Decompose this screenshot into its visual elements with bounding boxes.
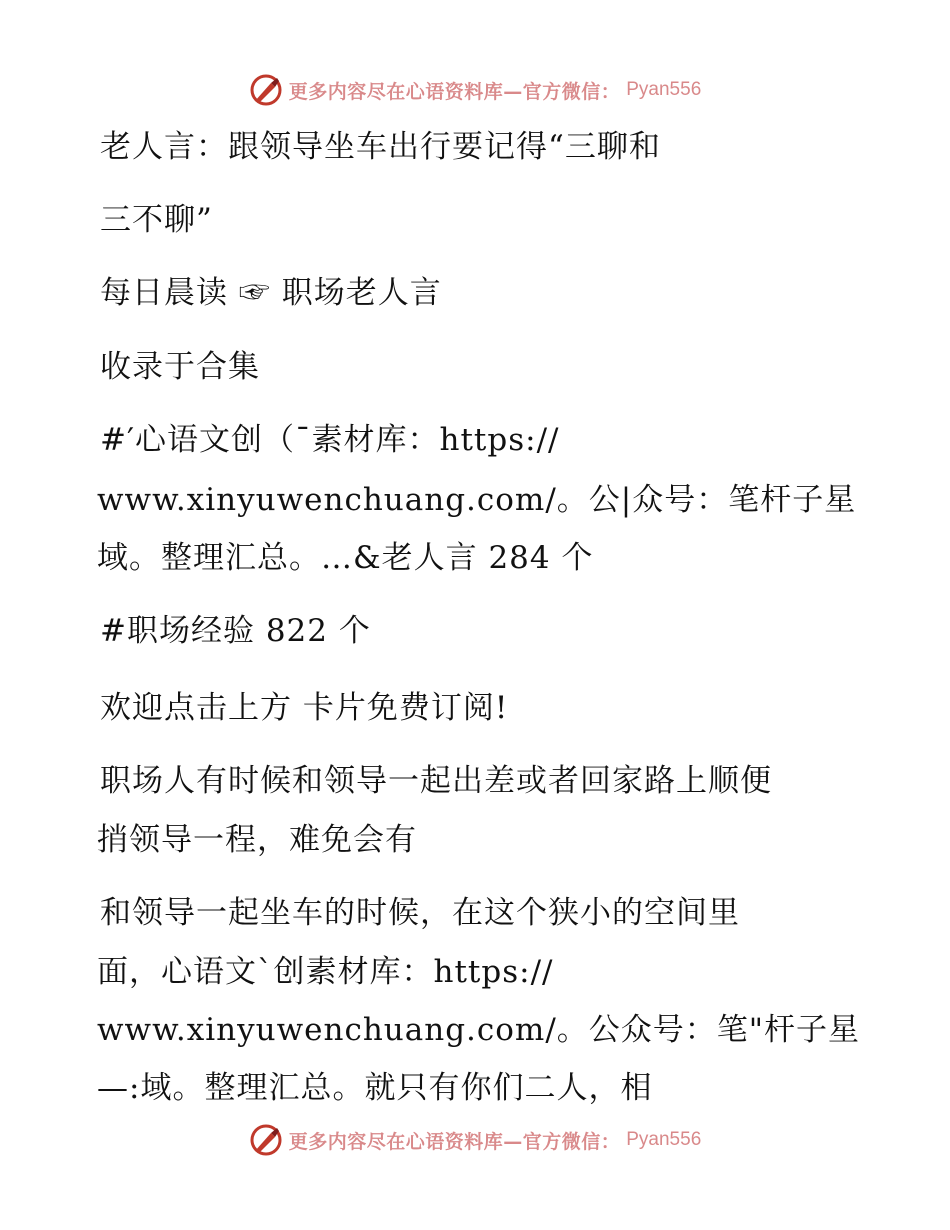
pen-logo-icon: [249, 73, 283, 107]
header-banner-id: Pyan556: [626, 79, 702, 100]
text-line: #职场经验 822 个: [100, 613, 371, 649]
text-line: 捎领导一程，难免会有: [97, 822, 417, 858]
text-line: 职场人有时候和领导一起出差或者回家路上顺便: [100, 763, 772, 799]
text-line: 和领导一起坐车的时候，在这个狭小的空间里: [100, 895, 740, 931]
header-banner-text: 更多内容尽在心语资料库—官方微信：: [288, 80, 621, 103]
footer-banner-id: Pyan556: [626, 1129, 702, 1150]
footer-banner-inner: [249, 1123, 702, 1157]
text-line: 三不聊”: [100, 202, 213, 238]
text-line: #′心语文创（¯素材库：https://: [100, 422, 560, 458]
footer-banner: [0, 1120, 950, 1160]
text-line: 老人言：跟领导坐车出行要记得“三聊和: [100, 129, 661, 165]
text-line: 域。整理汇总。…&老人言 284 个: [97, 540, 594, 576]
header-banner-inner: [249, 73, 702, 107]
text-line: www.xinyuwenchuang.com/。公众号：笔"杆子星: [97, 1012, 861, 1048]
text-line: 收录于合集: [100, 349, 260, 385]
footer-banner-text: 更多内容尽在心语资料库—官方微信：: [288, 1130, 621, 1153]
text-line: 面，心语文`创素材库：https://: [97, 954, 554, 990]
text-line: 欢迎点击上方 卡片免费订阅!: [100, 690, 509, 726]
text-line: —:域。整理汇总。就只有你们二人，相: [97, 1070, 653, 1106]
text-line: 每日晨读 ☞ 职场老人言: [100, 275, 442, 311]
text-line: www.xinyuwenchuang.com/。公|众号：笔杆子星: [97, 482, 857, 518]
pen-logo-icon: [249, 1123, 283, 1157]
header-banner: [0, 70, 950, 110]
